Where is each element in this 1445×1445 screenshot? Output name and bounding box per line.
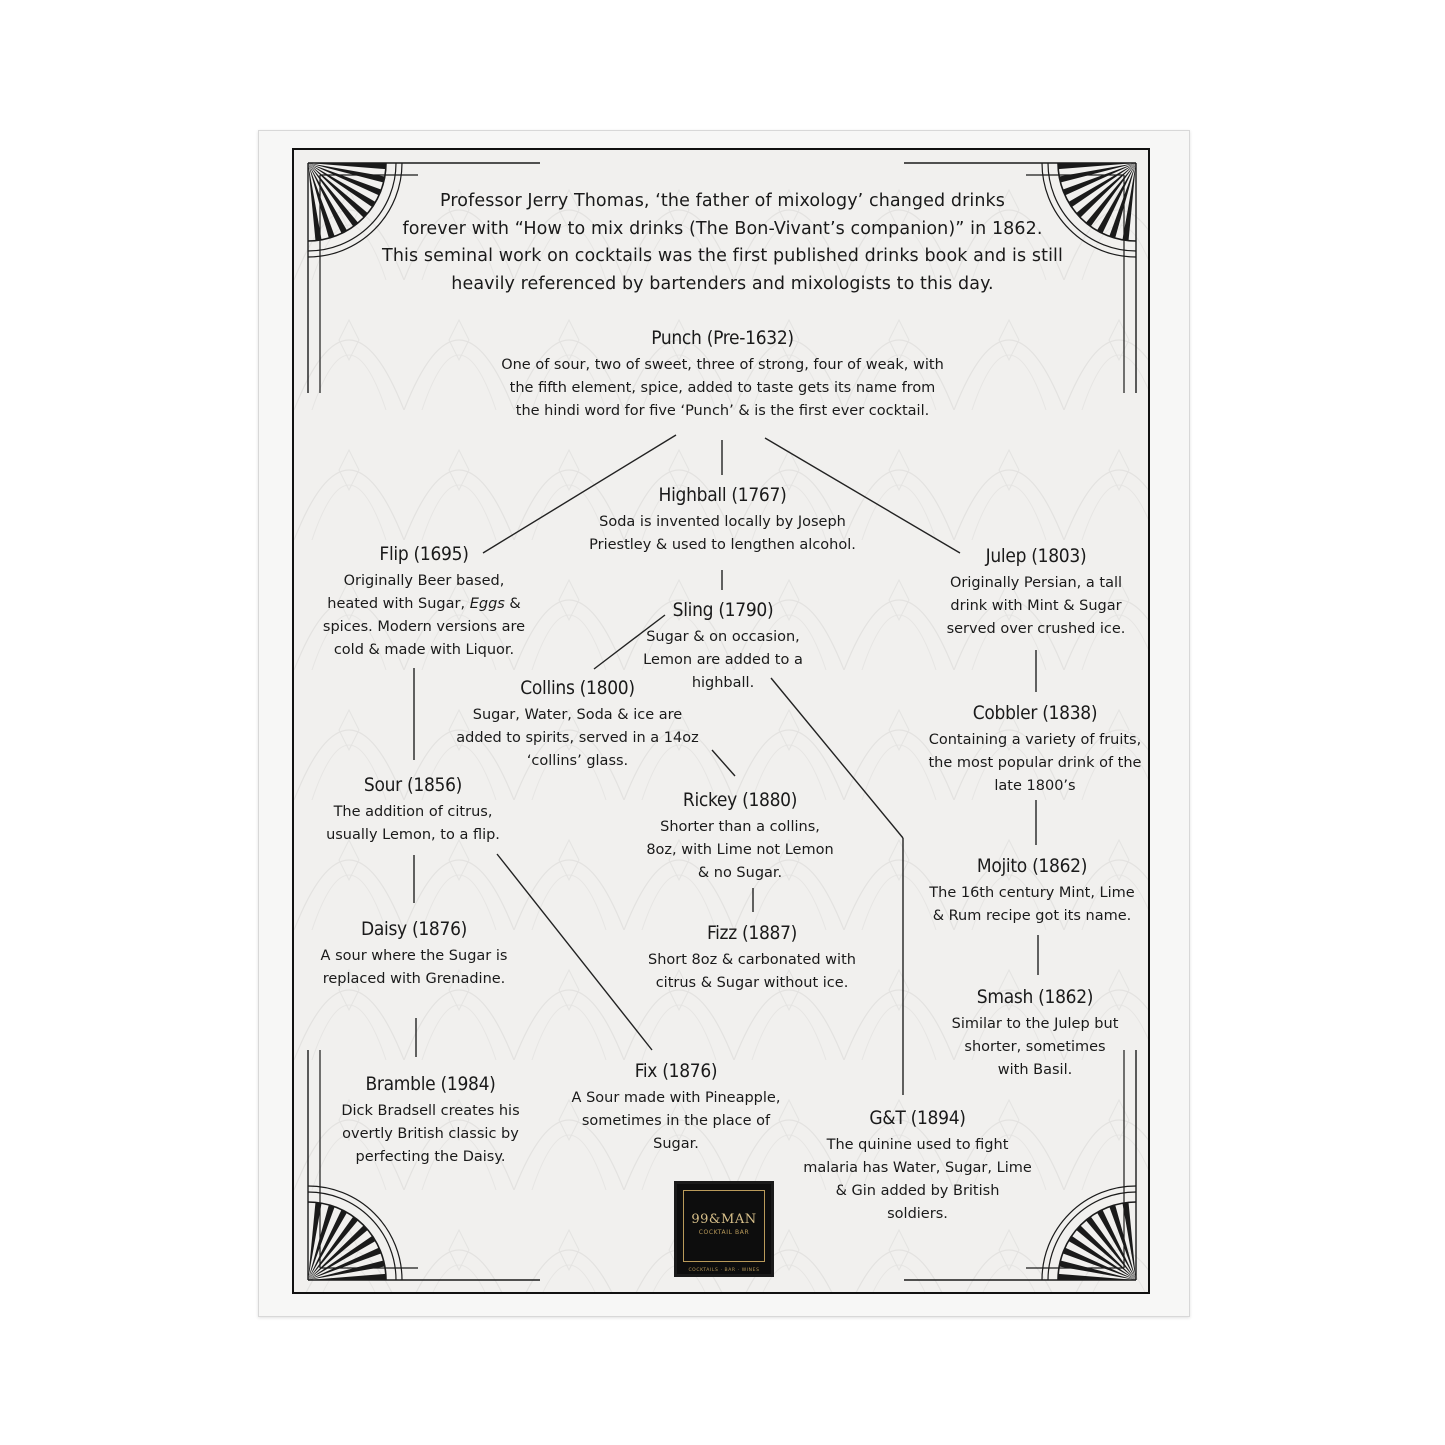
node-description: Similar to the Julep but shorter, sometimes with Basil. — [951, 1016, 1119, 1078]
node-sour — [313, 773, 513, 847]
node-title: Punch (Pre-1632) — [651, 327, 794, 349]
node-description: The 16th century Mint, Lime & Rum recipe got its name. — [929, 885, 1135, 924]
node-title: Cobbler (1838) — [972, 702, 1098, 724]
node-description: A Sour made with Pineapple, sometimes in the place of Sugar. — [571, 1090, 781, 1152]
connector-sour-fix — [497, 854, 652, 1050]
node-title: Fizz (1887) — [706, 922, 798, 944]
node-cobbler — [910, 701, 1160, 798]
node-title: Sour (1856) — [363, 774, 463, 796]
node-description: Containing a variety of fruits, the most popular drink of the late 1800’s — [928, 732, 1142, 794]
node-fizz — [636, 921, 868, 995]
node-flip — [310, 542, 538, 662]
node-collins — [445, 676, 710, 773]
intro-line: heavily referenced by bartenders and mixologists to this day. — [451, 273, 994, 294]
node-title: Highball (1767) — [658, 484, 787, 506]
node-title: G&T (1894) — [869, 1107, 966, 1129]
node-title: Daisy (1876) — [360, 918, 468, 940]
node-title: Mojito (1862) — [976, 855, 1088, 877]
node-description: Dick Bradsell creates his overtly British classic by perfecting the Daisy. — [341, 1103, 520, 1165]
logo-name: 99&MAN — [691, 1212, 757, 1227]
node-title: Smash (1862) — [976, 986, 1094, 1008]
node-description: The addition of citrus, usually Lemon, to a flip. — [326, 804, 500, 843]
node-description: A sour where the Sugar is replaced with Grenadine. — [320, 948, 508, 987]
node-title: Sling (1790) — [672, 599, 774, 621]
node-smash — [935, 985, 1135, 1082]
intro-line: This seminal work on cocktails was the first published drinks book and is still — [382, 246, 1063, 266]
node-description: Shorter than a collins, 8oz, with Lime not Lemon & no Sugar. — [646, 819, 834, 881]
logo-footer: COCKTAILS · BAR · WINES — [688, 1268, 760, 1273]
node-description: Originally Beer based, heated with Sugar, Eggs & spices. Modern versions are cold & made with Liquor. — [322, 573, 526, 658]
node-gt — [800, 1106, 1035, 1226]
connector-collins-rickey — [712, 750, 735, 776]
node-daisy — [308, 917, 520, 991]
node-title: Rickey (1880) — [682, 789, 798, 811]
node-title: Julep (1803) — [985, 545, 1087, 567]
node-description: Originally Persian, a tall drink with Mint & Sugar served over crushed ice. — [946, 575, 1126, 637]
node-title: Bramble (1984) — [365, 1073, 496, 1095]
intro-line: Professor Jerry Thomas, ‘the father of mixology’ changed drinks — [440, 191, 1005, 211]
node-punch — [470, 326, 975, 423]
node-title: Fix (1876) — [634, 1060, 718, 1082]
node-description: The quinine used to fight malaria has Water, Sugar, Lime & Gin added by British soldiers. — [803, 1137, 1032, 1222]
node-fix — [566, 1059, 786, 1156]
intro-line: forever with “How to mix drinks (The Bon-Vivant’s companion)” in 1862. — [402, 218, 1043, 239]
node-title: Flip (1695) — [379, 543, 469, 565]
node-title: Collins (1800) — [520, 677, 635, 699]
node-description: Sugar & on occasion, Lemon are added to a highball. — [643, 629, 803, 691]
node-rickey — [640, 788, 840, 885]
node-highball — [570, 483, 875, 557]
logo-subtitle: COCKTAIL BAR — [698, 1229, 750, 1236]
bar-logo — [674, 1181, 774, 1277]
node-mojito — [922, 854, 1142, 928]
node-description: Short 8oz & carbonated with citrus & Sugar without ice. — [648, 952, 856, 991]
node-description: Sugar, Water, Soda & ice are added to spirits, served in a 14oz ‘collins’ glass. — [456, 707, 699, 769]
node-description: One of sour, two of sweet, three of strong, four of weak, with the fifth element, spice, added to taste gets its name from the hindi word for five ‘Punch’ & is the first ever cocktail. — [501, 357, 944, 419]
node-description: Soda is invented locally by Joseph Priestley & used to lengthen alcohol. — [589, 514, 856, 553]
intro-paragraph — [380, 188, 1065, 298]
node-julep — [925, 544, 1147, 641]
node-bramble — [333, 1072, 528, 1169]
